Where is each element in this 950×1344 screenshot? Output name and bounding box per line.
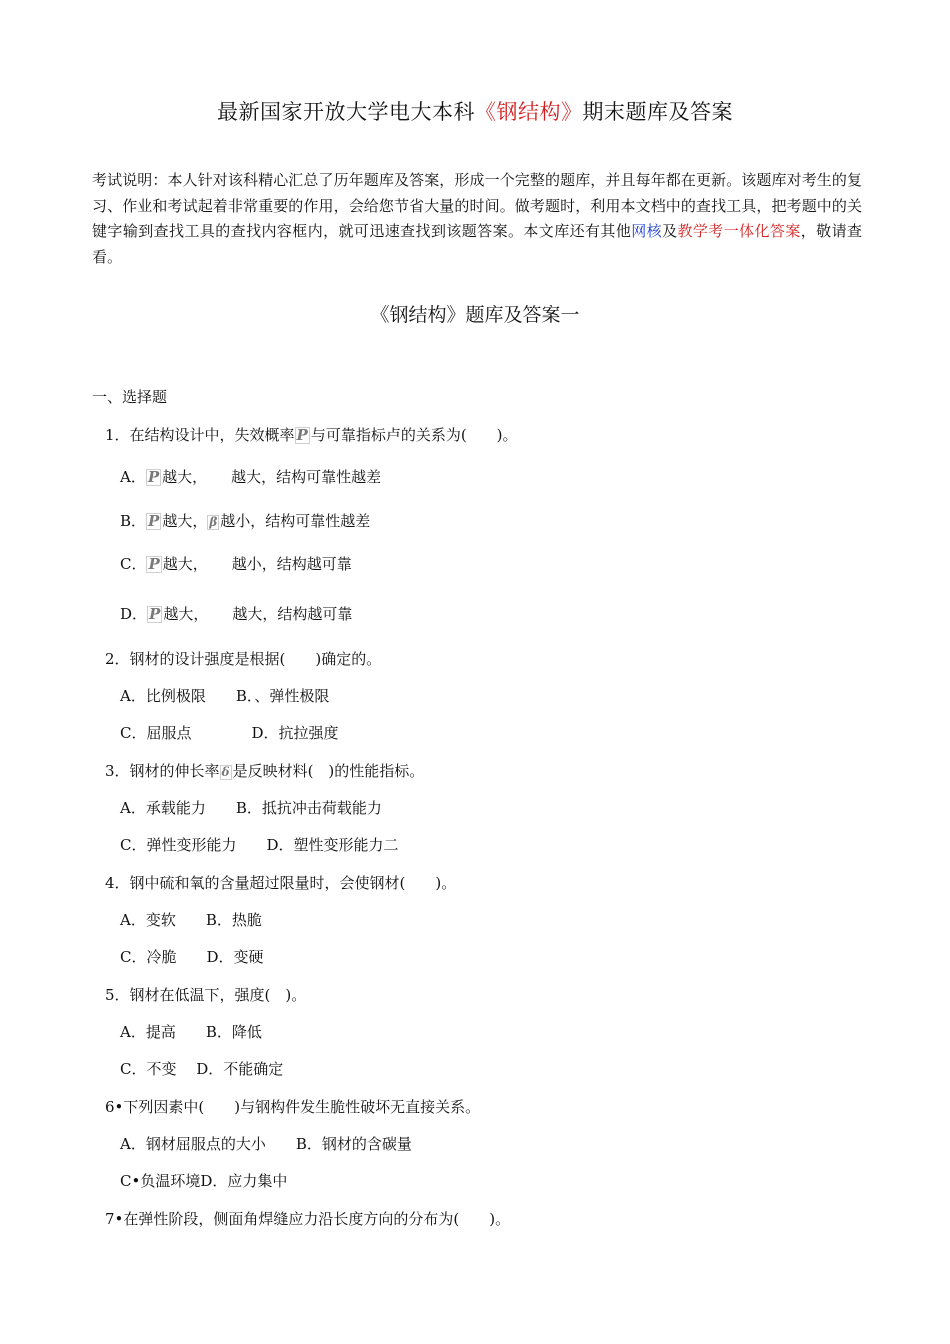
link-wanghe[interactable]: 网核: [631, 222, 663, 240]
question-1-option-b: [120, 510, 370, 531]
p-symbol: P: [149, 605, 161, 623]
question-3-stem: [105, 760, 424, 781]
question-6-stem: 6•下列因素中( )与钢构件发生脆性破坏无直接关系。: [105, 1098, 481, 1116]
instructions-connector: 及: [662, 222, 678, 240]
question-3-options-row-2: C．弹性变形能力 D．塑性变形能力二: [120, 836, 399, 854]
instructions-end: ，敬请查看。: [92, 222, 862, 266]
option-label: B．: [120, 512, 147, 530]
question-2-stem: 2．钢材的设计强度是根据( )确定的。: [105, 650, 382, 668]
question-4-options-row-1: A．变软 B．热脆: [120, 911, 262, 929]
option-label: C．: [120, 555, 147, 573]
option-text: 越小，结构可靠性越差: [220, 512, 371, 530]
title-course-name: 《钢结构》: [475, 100, 583, 124]
option-text: 越小，结构越可靠: [231, 555, 352, 573]
option-text: 越大，: [162, 555, 208, 573]
option-text: 越大，结构可靠性越差: [231, 468, 382, 486]
title-prefix: 最新国家开放大学电大本科: [217, 100, 475, 124]
link-teaching-answers[interactable]: 教学考一体化答案: [677, 222, 801, 240]
question-1-option-c: [120, 553, 352, 574]
option-label: A．: [120, 468, 146, 486]
section-subtitle: 《钢结构》题库及答案一: [370, 304, 580, 326]
question-2-options-row-1: A．比例极限 B．、弹性极限: [120, 687, 330, 705]
question-4-stem: 4．钢中硫和氧的含量超过限量时，会使钢材( )。: [105, 874, 457, 892]
question-5-options-row-1: A．提高 B．降低: [120, 1023, 262, 1041]
p-symbol: P: [148, 512, 160, 530]
question-6-options-row-1: A．钢材屈服点的大小 B．钢材的含碳量: [120, 1135, 412, 1153]
question-2-options-row-2: C．屈服点 D．抗拉强度: [120, 724, 339, 742]
question-3-options-row-1: A．承载能力 B．抵抗冲击荷载能力: [120, 799, 382, 817]
delta-symbol: δ: [221, 765, 230, 779]
option-text: 越大，: [163, 605, 209, 623]
p-symbol: P: [296, 426, 308, 444]
question-4-options-row-2: C．冷脆 D．变硬: [120, 948, 264, 966]
question-7-stem: 7•在弹性阶段，侧面角焊缝应力沿长度方向的分布为( )。: [105, 1210, 511, 1228]
q3-stem-end: 是反映材料( )的性能指标。: [232, 762, 425, 780]
question-1-stem: [105, 424, 518, 445]
p-symbol: P: [147, 468, 160, 486]
beta-symbol: β: [209, 515, 218, 529]
p-symbol: P: [148, 555, 160, 573]
q3-stem-start: 3．钢材的伸长率: [105, 762, 220, 780]
question-6-options-row-2: C•负温环境D．应力集中: [120, 1172, 288, 1190]
option-label: D．: [120, 605, 148, 623]
q1-stem-start: 1．在结构设计中，失效概率: [105, 426, 295, 444]
question-5-options-row-2: C．不变 D．不能确定: [120, 1060, 284, 1078]
title-suffix: 期末题库及答案: [582, 100, 733, 124]
instructions-text: 考试说明：本人针对该科精心汇总了历年题库及答案，形成一个完整的题库，并且每年都在更新。该题库对考生的复习、作业和考试起着非常重要的作用，会给您节省大量的时间。做考题时，利用本文档中的查找工具，把考题中的关键字输到查找工具的查找内容框内，就可迅速查找到该题答案。本文库还有其他: [92, 171, 862, 240]
option-text: 越大，结构越可靠: [232, 605, 353, 623]
exam-instructions: [92, 168, 862, 270]
section-heading: 一、选择题: [92, 388, 168, 406]
option-text: 越大，: [162, 468, 208, 486]
q1-stem-end: 与可靠指标卢的关系为( )。: [310, 426, 518, 444]
page-title: [0, 96, 950, 126]
question-5-stem: 5．钢材在低温下，强度( )。: [105, 986, 307, 1004]
option-text: 越大，: [162, 512, 208, 530]
question-1-option-d: [120, 603, 352, 624]
question-1-option-a: [120, 466, 381, 487]
